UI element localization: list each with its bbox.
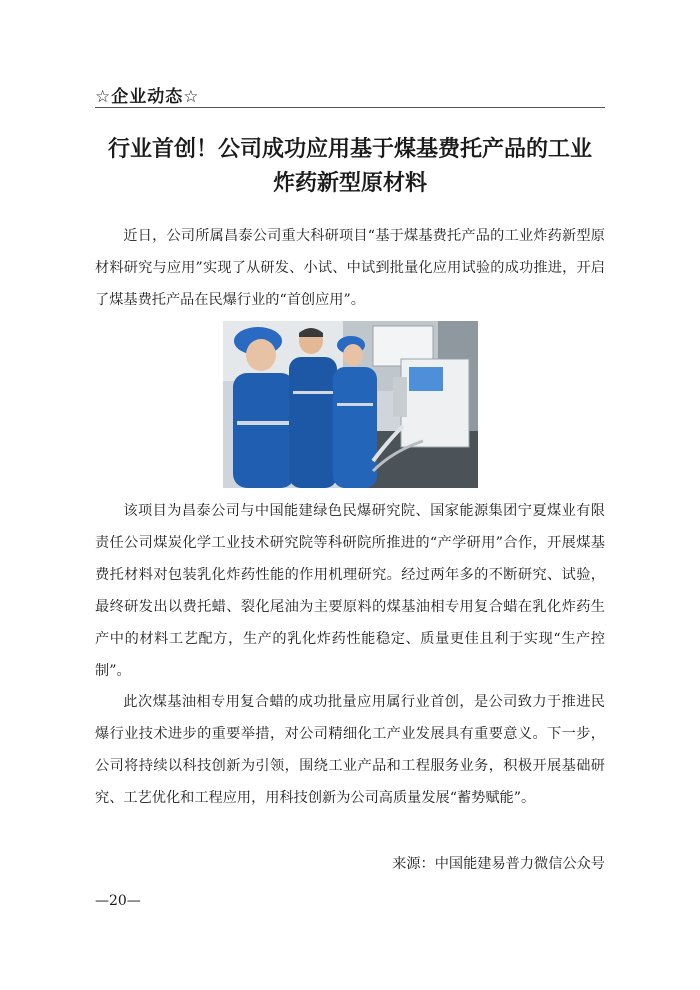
article-paragraph-1: 近日，公司所属昌泰公司重大科研项目“基于煤基费托产品的工业炸药新型原材料研究与应用”实现了从研发、小试、中试到批量化应用试验的成功推进，开启了煤基费托产品在民爆行业的“首创应用”。 [95, 228, 605, 308]
article-paragraph-3: 此次煤基油相专用复合蜡的成功批量应用属行业首创，是公司致力于推进民爆行业技术进步的重要举措，对公司精细化工产业发展具有重要意义。下一步，公司将持续以科技创新为引领，围绕工业产品和工程服务业务，积极开展基础研究、工艺优化和工程应用，用科技创新为公司高质量发展“蓄势赋能”。 [95, 694, 605, 806]
article-title-line-2: 炸药新型原材料 [272, 170, 427, 196]
section-header: ☆企业动态☆ [95, 87, 200, 107]
lab-photo [223, 321, 478, 488]
article-title-line-1: 行业首创！公司成功应用基于煤基费托产品的工业 [107, 136, 592, 162]
article-source: 来源：中国能建易普力微信公众号 [392, 856, 605, 872]
lab-photo-illustration [223, 321, 478, 488]
header-divider [95, 107, 605, 108]
page-number: —20— [95, 893, 141, 909]
article-title [95, 132, 605, 200]
article-paragraph-2: 该项目为昌泰公司与中国能建绿色民爆研究院、国家能源集团宁夏煤业有限责任公司煤炭化学工业技术研究院等科研院所推进的“产学研用”合作，开展煤基费托材料对包装乳化炸药性能的作用机理研究。经过两年多的不断研究、试验，最终研发出以费托蜡、裂化尾油为主要原料的煤基油相专用复合蜡在乳化炸药生产中的材料工艺配方，生产的乳化炸药性能稳定、质量更佳且利于实现“生产控制”。 [95, 503, 605, 679]
